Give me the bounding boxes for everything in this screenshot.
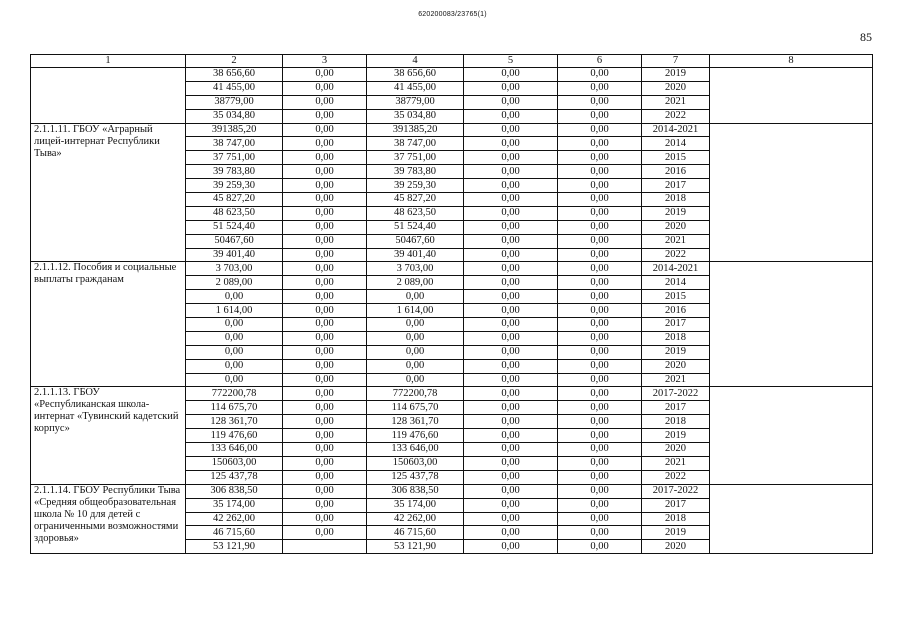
amount-cell: 0,00 [283, 262, 367, 276]
amount-cell: 0,00 [558, 220, 642, 234]
amount-cell: 0,00 [558, 512, 642, 526]
year-cell: 2018 [642, 331, 710, 345]
amount-cell: 0,00 [464, 526, 558, 540]
table-row [31, 387, 873, 401]
amount-cell: 0,00 [464, 401, 558, 415]
amount-cell: 0,00 [558, 304, 642, 318]
column-header: 3 [283, 55, 367, 68]
amount-cell: 306 838,50 [186, 484, 283, 498]
amount-cell: 0,00 [558, 401, 642, 415]
amount-cell: 0,00 [558, 193, 642, 207]
column-header: 1 [31, 55, 186, 68]
amount-cell: 39 783,80 [367, 165, 464, 179]
year-cell: 2017 [642, 318, 710, 332]
amount-cell: 0,00 [283, 165, 367, 179]
amount-cell: 0,00 [464, 109, 558, 123]
amount-cell: 0,00 [367, 290, 464, 304]
amount-cell: 39 783,80 [186, 165, 283, 179]
amount-cell: 0,00 [283, 359, 367, 373]
notes-cell [710, 262, 873, 387]
year-cell: 2021 [642, 373, 710, 387]
amount-cell: 3 703,00 [186, 262, 283, 276]
amount-cell: 0,00 [283, 109, 367, 123]
amount-cell: 0,00 [558, 373, 642, 387]
amount-cell: 0,00 [283, 304, 367, 318]
amount-cell: 38779,00 [367, 95, 464, 109]
amount-cell: 119 476,60 [367, 429, 464, 443]
amount-cell: 0,00 [558, 415, 642, 429]
amount-cell: 0,00 [283, 456, 367, 470]
amount-cell: 2 089,00 [186, 276, 283, 290]
amount-cell: 0,00 [283, 415, 367, 429]
table-row [31, 484, 873, 498]
amount-cell: 0,00 [367, 331, 464, 345]
amount-cell: 39 401,40 [186, 248, 283, 262]
amount-cell: 42 262,00 [186, 512, 283, 526]
year-cell: 2017 [642, 179, 710, 193]
amount-cell: 0,00 [283, 498, 367, 512]
amount-cell: 0,00 [283, 193, 367, 207]
document-id: 620200083/23765(1) [418, 11, 487, 18]
column-header: 7 [642, 55, 710, 68]
amount-cell: 0,00 [283, 512, 367, 526]
year-cell: 2017 [642, 401, 710, 415]
year-cell: 2022 [642, 470, 710, 484]
year-cell: 2019 [642, 526, 710, 540]
year-cell: 2019 [642, 429, 710, 443]
amount-cell: 0,00 [283, 401, 367, 415]
notes-cell [710, 123, 873, 262]
amount-cell: 0,00 [558, 290, 642, 304]
amount-cell: 0,00 [464, 318, 558, 332]
amount-cell: 0,00 [464, 498, 558, 512]
amount-cell: 0,00 [558, 248, 642, 262]
column-header: 4 [367, 55, 464, 68]
amount-cell: 0,00 [283, 484, 367, 498]
amount-cell: 0,00 [283, 206, 367, 220]
amount-cell: 0,00 [464, 540, 558, 554]
amount-cell: 0,00 [464, 484, 558, 498]
amount-cell: 0,00 [464, 345, 558, 359]
amount-cell: 38 656,60 [367, 68, 464, 82]
amount-cell: 0,00 [464, 304, 558, 318]
amount-cell: 0,00 [558, 109, 642, 123]
item-description: 2.1.1.12. Пособия и социальные выплаты гражданам [31, 262, 186, 387]
year-cell: 2014-2021 [642, 123, 710, 137]
amount-cell: 306 838,50 [367, 484, 464, 498]
amount-cell: 128 361,70 [367, 415, 464, 429]
amount-cell: 0,00 [186, 359, 283, 373]
amount-cell: 0,00 [558, 318, 642, 332]
amount-cell: 41 455,00 [367, 81, 464, 95]
amount-cell: 114 675,70 [186, 401, 283, 415]
amount-cell: 0,00 [464, 359, 558, 373]
amount-cell: 125 437,78 [367, 470, 464, 484]
column-header: 8 [710, 55, 873, 68]
amount-cell: 0,00 [283, 345, 367, 359]
year-cell: 2021 [642, 95, 710, 109]
amount-cell: 0,00 [464, 234, 558, 248]
year-cell: 2020 [642, 359, 710, 373]
amount-cell: 0,00 [464, 95, 558, 109]
amount-cell: 0,00 [558, 165, 642, 179]
amount-cell: 114 675,70 [367, 401, 464, 415]
amount-cell: 0,00 [464, 151, 558, 165]
amount-cell: 0,00 [558, 429, 642, 443]
amount-cell: 0,00 [558, 331, 642, 345]
amount-cell: 0,00 [558, 484, 642, 498]
amount-cell: 50467,60 [186, 234, 283, 248]
year-cell: 2022 [642, 248, 710, 262]
amount-cell: 0,00 [283, 248, 367, 262]
amount-cell: 0,00 [283, 429, 367, 443]
amount-cell: 0,00 [283, 234, 367, 248]
amount-cell [283, 540, 367, 554]
amount-cell: 0,00 [464, 512, 558, 526]
amount-cell: 0,00 [464, 387, 558, 401]
amount-cell: 0,00 [283, 443, 367, 457]
amount-cell: 0,00 [464, 123, 558, 137]
year-cell: 2021 [642, 234, 710, 248]
amount-cell: 133 646,00 [186, 443, 283, 457]
amount-cell: 0,00 [283, 179, 367, 193]
amount-cell: 0,00 [558, 206, 642, 220]
amount-cell: 39 259,30 [367, 179, 464, 193]
amount-cell: 0,00 [283, 331, 367, 345]
table-row [31, 123, 873, 137]
amount-cell: 51 524,40 [186, 220, 283, 234]
year-cell: 2014-2021 [642, 262, 710, 276]
year-cell: 2022 [642, 109, 710, 123]
notes-cell [710, 484, 873, 553]
amount-cell: 0,00 [558, 123, 642, 137]
amount-cell: 0,00 [283, 68, 367, 82]
amount-cell: 0,00 [464, 415, 558, 429]
amount-cell: 0,00 [367, 345, 464, 359]
amount-cell: 0,00 [464, 248, 558, 262]
amount-cell: 0,00 [558, 234, 642, 248]
amount-cell: 0,00 [558, 359, 642, 373]
item-description: 2.1.1.13. ГБОУ «Республиканская школа-интернат «Тувинский кадетский корпус» [31, 387, 186, 484]
amount-cell: 46 715,60 [186, 526, 283, 540]
amount-cell: 0,00 [558, 151, 642, 165]
amount-cell: 150603,00 [186, 456, 283, 470]
amount-cell: 150603,00 [367, 456, 464, 470]
column-number-row [31, 55, 873, 68]
amount-cell: 0,00 [464, 179, 558, 193]
amount-cell: 0,00 [558, 387, 642, 401]
year-cell: 2015 [642, 151, 710, 165]
year-cell: 2017-2022 [642, 484, 710, 498]
amount-cell: 0,00 [558, 68, 642, 82]
budget-table [30, 54, 873, 554]
year-cell: 2019 [642, 68, 710, 82]
amount-cell: 38 656,60 [186, 68, 283, 82]
amount-cell: 0,00 [186, 331, 283, 345]
amount-cell: 0,00 [558, 179, 642, 193]
amount-cell: 0,00 [367, 359, 464, 373]
amount-cell: 37 751,00 [186, 151, 283, 165]
amount-cell: 0,00 [464, 81, 558, 95]
amount-cell: 0,00 [186, 345, 283, 359]
amount-cell: 38 747,00 [367, 137, 464, 151]
amount-cell: 125 437,78 [186, 470, 283, 484]
amount-cell: 48 623,50 [367, 206, 464, 220]
amount-cell: 41 455,00 [186, 81, 283, 95]
amount-cell: 48 623,50 [186, 206, 283, 220]
amount-cell: 0,00 [464, 193, 558, 207]
amount-cell: 0,00 [464, 165, 558, 179]
amount-cell: 35 034,80 [186, 109, 283, 123]
amount-cell: 133 646,00 [367, 443, 464, 457]
amount-cell: 37 751,00 [367, 151, 464, 165]
amount-cell: 0,00 [283, 123, 367, 137]
column-header: 6 [558, 55, 642, 68]
column-header: 2 [186, 55, 283, 68]
amount-cell: 0,00 [283, 290, 367, 304]
amount-cell: 0,00 [558, 81, 642, 95]
amount-cell: 1 614,00 [186, 304, 283, 318]
amount-cell: 0,00 [558, 95, 642, 109]
amount-cell: 0,00 [464, 68, 558, 82]
amount-cell: 0,00 [558, 137, 642, 151]
amount-cell: 0,00 [558, 498, 642, 512]
amount-cell: 46 715,60 [367, 526, 464, 540]
amount-cell: 0,00 [283, 95, 367, 109]
amount-cell: 0,00 [558, 443, 642, 457]
amount-cell: 53 121,90 [367, 540, 464, 554]
page-number: 85 [860, 30, 872, 44]
amount-cell: 0,00 [367, 373, 464, 387]
year-cell: 2020 [642, 220, 710, 234]
amount-cell: 0,00 [283, 220, 367, 234]
year-cell: 2020 [642, 443, 710, 457]
amount-cell: 0,00 [558, 456, 642, 470]
amount-cell: 0,00 [367, 318, 464, 332]
amount-cell: 2 089,00 [367, 276, 464, 290]
amount-cell: 0,00 [283, 137, 367, 151]
amount-cell: 3 703,00 [367, 262, 464, 276]
amount-cell: 0,00 [464, 276, 558, 290]
year-cell: 2014 [642, 137, 710, 151]
amount-cell: 53 121,90 [186, 540, 283, 554]
amount-cell: 39 259,30 [186, 179, 283, 193]
year-cell: 2019 [642, 206, 710, 220]
year-cell: 2016 [642, 165, 710, 179]
amount-cell: 0,00 [558, 345, 642, 359]
amount-cell: 119 476,60 [186, 429, 283, 443]
table-row [31, 262, 873, 276]
amount-cell: 45 827,20 [186, 193, 283, 207]
amount-cell: 0,00 [186, 318, 283, 332]
year-cell: 2017 [642, 498, 710, 512]
amount-cell: 0,00 [558, 540, 642, 554]
amount-cell: 0,00 [464, 429, 558, 443]
year-cell: 2016 [642, 304, 710, 318]
amount-cell: 51 524,40 [367, 220, 464, 234]
amount-cell: 0,00 [186, 373, 283, 387]
amount-cell: 42 262,00 [367, 512, 464, 526]
amount-cell: 0,00 [558, 526, 642, 540]
amount-cell: 0,00 [283, 373, 367, 387]
amount-cell: 0,00 [283, 151, 367, 165]
amount-cell: 0,00 [558, 276, 642, 290]
amount-cell: 35 174,00 [186, 498, 283, 512]
amount-cell: 0,00 [558, 470, 642, 484]
amount-cell: 0,00 [283, 81, 367, 95]
amount-cell: 391385,20 [367, 123, 464, 137]
amount-cell: 128 361,70 [186, 415, 283, 429]
item-description [31, 68, 186, 124]
amount-cell: 0,00 [464, 456, 558, 470]
amount-cell: 0,00 [464, 137, 558, 151]
amount-cell: 0,00 [283, 470, 367, 484]
amount-cell: 0,00 [464, 443, 558, 457]
item-description: 2.1.1.11. ГБОУ «Аграрный лицей-интернат Республики Тыва» [31, 123, 186, 262]
year-cell: 2020 [642, 540, 710, 554]
amount-cell: 0,00 [186, 290, 283, 304]
year-cell: 2015 [642, 290, 710, 304]
amount-cell: 0,00 [283, 387, 367, 401]
table-row [31, 68, 873, 82]
amount-cell: 391385,20 [186, 123, 283, 137]
amount-cell: 35 174,00 [367, 498, 464, 512]
year-cell: 2018 [642, 512, 710, 526]
amount-cell: 38 747,00 [186, 137, 283, 151]
amount-cell: 0,00 [283, 526, 367, 540]
item-description: 2.1.1.14. ГБОУ Республики Тыва «Средняя общеобразовательная школа № 10 для детей с ограниченными возможностями здоровья» [31, 484, 186, 553]
amount-cell: 0,00 [464, 262, 558, 276]
amount-cell: 0,00 [558, 262, 642, 276]
amount-cell: 45 827,20 [367, 193, 464, 207]
amount-cell: 0,00 [283, 276, 367, 290]
amount-cell: 772200,78 [367, 387, 464, 401]
year-cell: 2018 [642, 415, 710, 429]
year-cell: 2020 [642, 81, 710, 95]
column-header: 5 [464, 55, 558, 68]
amount-cell: 0,00 [464, 470, 558, 484]
year-cell: 2021 [642, 456, 710, 470]
amount-cell: 0,00 [464, 220, 558, 234]
year-cell: 2019 [642, 345, 710, 359]
amount-cell: 0,00 [464, 331, 558, 345]
amount-cell: 35 034,80 [367, 109, 464, 123]
amount-cell: 772200,78 [186, 387, 283, 401]
year-cell: 2014 [642, 276, 710, 290]
amount-cell: 0,00 [464, 290, 558, 304]
year-cell: 2018 [642, 193, 710, 207]
amount-cell: 0,00 [464, 206, 558, 220]
notes-cell [710, 68, 873, 124]
amount-cell: 0,00 [464, 373, 558, 387]
amount-cell: 1 614,00 [367, 304, 464, 318]
notes-cell [710, 387, 873, 484]
amount-cell: 0,00 [283, 318, 367, 332]
amount-cell: 50467,60 [367, 234, 464, 248]
year-cell: 2017-2022 [642, 387, 710, 401]
amount-cell: 38779,00 [186, 95, 283, 109]
amount-cell: 39 401,40 [367, 248, 464, 262]
